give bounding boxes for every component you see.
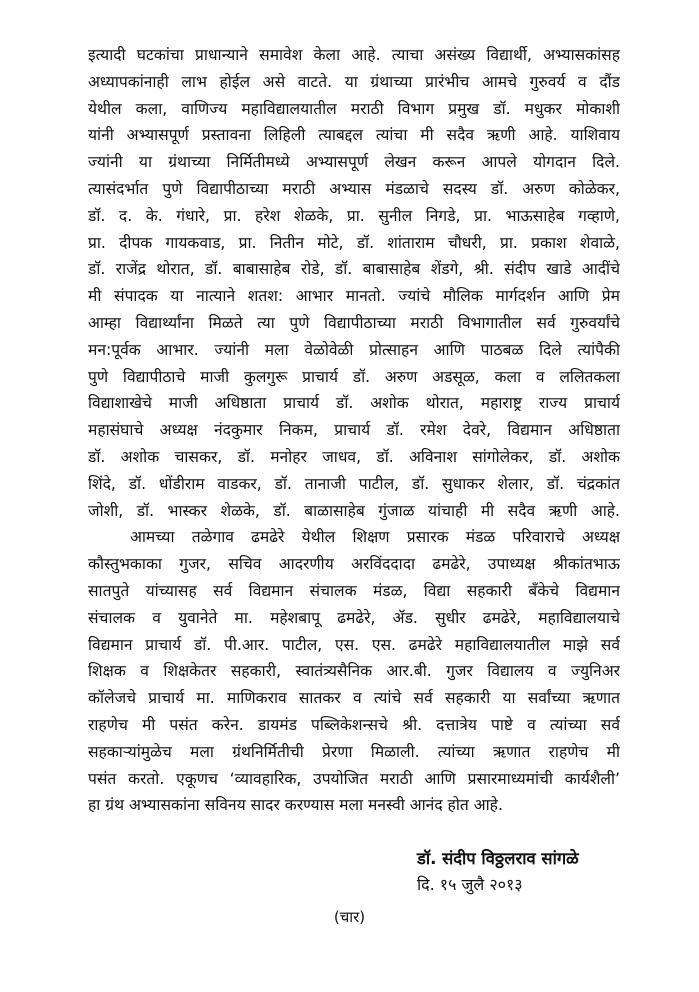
text-line: शिक्षक व शिक्षकेतर सहकारी, स्वातंत्र्यसैनिक आर.बी. गुजर विद्यालय व ज्युनिअर	[88, 662, 620, 681]
text-line: अध्यापकांनाही लाभ होईल असे वाटते. या ग्रंथाच्या प्रारंभीच आमचे गुरुवर्य व दौंड	[88, 72, 620, 91]
text-line: सहकाऱ्यांमुळेच मला ग्रंथनिर्मितीची प्रेरणा मिळाली. त्यांच्या ऋणात राहणेच मी	[88, 742, 620, 761]
text-line: इत्यादी घटकांचा प्राधान्याने समावेश केला आहे. त्याचा असंख्य विद्यार्थी, अभ्यासकांसह	[88, 46, 620, 64]
text-line: हा ग्रंथ अभ्यासकांना सविनय सादर करण्यास मला मनस्वी आनंद होत आहे.	[88, 796, 503, 815]
text-line: जोशी, डॉ. भास्कर शेळके, डॉ. बाळासाहेब गुंजाळ यांचाही मी सदैव ऋणी आहे.	[88, 501, 620, 520]
text-line: डॉ. अशोक चासकर, डॉ. मनोहर जाधव, डॉ. अविनाश सांगोलेकर, डॉ. अशोक	[88, 447, 620, 466]
text-line: यांनी अभ्यासपूर्ण प्रस्तावना लिहिली त्याबद्दल त्यांचा मी सदैव ऋणी आहे. याशिवाय	[88, 126, 620, 145]
text-line: येथील कला, वाणिज्य महाविद्यालयातील मराठी विभाग प्रमुख डॉ. मधुकर मोकाशी	[88, 99, 620, 118]
text-line: सातपुते यांच्यासह सर्व विद्यमान संचालक मंडळ, विद्या सहकारी बँकेचे विद्यमान	[88, 581, 620, 600]
text-line: महासंघाचे अध्यक्ष नंदकुमार निकम, प्राचार्य डॉ. रमेश देवरे, विद्यमान अधिष्ठाता	[88, 421, 620, 440]
paragraph-start-line: आमच्या तळेगाव ढमढेरे येथील शिक्षण प्रसारक मंडळ परिवाराचे अध्यक्ष	[130, 528, 620, 547]
text-line: शिंदे, डॉ. धोंडीराम वाडकर, डॉ. तानाजी पाटील, डॉ. सुधाकर शेलार, डॉ. चंद्रकांत	[88, 474, 620, 493]
text-line: मी संपादक या नात्याने शतश: आभार मानतो. ज्यांचे मौलिक मार्गदर्शन आणि प्रेम	[88, 287, 620, 306]
text-line: पसंत करतो. एकूणच ‘व्यावहारिक, उपयोजित मराठी आणि प्रसारमाध्यमांची कार्यशैली’	[88, 769, 620, 788]
text-line: प्रा. दीपक गायकवाड, प्रा. नितीन मोटे, डॉ. शांताराम चौधरी, प्रा. प्रकाश शेवाळे,	[88, 233, 620, 252]
text-line: विद्यमान प्राचार्य डॉ. पी.आर. पाटील, एस. एस. ढमढेरे महाविद्यालयातील माझे सर्व	[88, 635, 620, 654]
text-line: आम्हा विद्यार्थ्यांना मिळते त्या पुणे विद्यापीठाच्या मराठी विभागातील सर्व गुरुवर्यांचे	[88, 313, 620, 332]
text-line: मन:पूर्वक आभार. ज्यांनी मला वेळोवेळी प्रोत्साहन आणि पाठबळ दिले त्यांपैकी	[88, 340, 620, 359]
text-line: कौस्तुभकाका गुजर, सचिव आदरणीय अरविंददादा ढमढेरे, उपाध्यक्ष श्रीकांतभाऊ	[88, 555, 620, 574]
text-line: ज्यांनी या ग्रंथाच्या निर्मितीमध्ये अभ्यासपूर्ण लेखन करून आपले योगदान दिले.	[88, 153, 620, 172]
text-line: संचालक व युवानेते मा. महेशबापू ढमढेरे, ॲड. सुधीर ढमढेरे, महाविद्यालयाचे	[88, 608, 620, 627]
text-line: कॉलेजचे प्राचार्य मा. माणिकराव सातकर व त्यांचे सर्व सहकारी या सर्वांच्या ऋणात	[88, 689, 620, 708]
text-line: विद्याशाखेचे माजी अधिष्ठाता प्राचार्य डॉ. अशोक थोरात, महाराष्ट्र राज्य प्राचार्य	[88, 394, 620, 413]
page-number: (चार)	[333, 908, 366, 926]
text-line: डॉ. राजेंद्र थोरात, डॉ. बाबासाहेब रोडे, डॉ. बाबासाहेब शेंडगे, श्री. संदीप खाडे आदींचे	[88, 260, 620, 279]
date: दि. १५ जुलै २०१३	[417, 875, 523, 894]
text-line: पुणे विद्यापीठाचे माजी कुलगुरू प्राचार्य डॉ. अरुण अडसूळ, कला व ललितकला	[88, 367, 620, 386]
text-line: त्यासंदर्भात पुणे विद्यापीठाच्या मराठी अभ्यास मंडळाचे सदस्य डॉ. अरुण कोळेकर,	[88, 179, 620, 198]
text-line: डॉ. द. के. गंधारे, प्रा. हरेश शेळके, प्रा. सुनील निगडे, प्रा. भाऊसाहेब गव्हाणे,	[88, 206, 620, 225]
author-signature: डॉ. संदीप विठ्ठलराव सांगळे	[417, 849, 579, 868]
acknowledgement-text	[88, 42, 620, 819]
text-line: राहणेच मी पसंत करेन. डायमंड पब्लिकेशन्सचे श्री. दत्तात्रेय पाष्टे व त्यांच्या सर्व	[88, 715, 620, 734]
